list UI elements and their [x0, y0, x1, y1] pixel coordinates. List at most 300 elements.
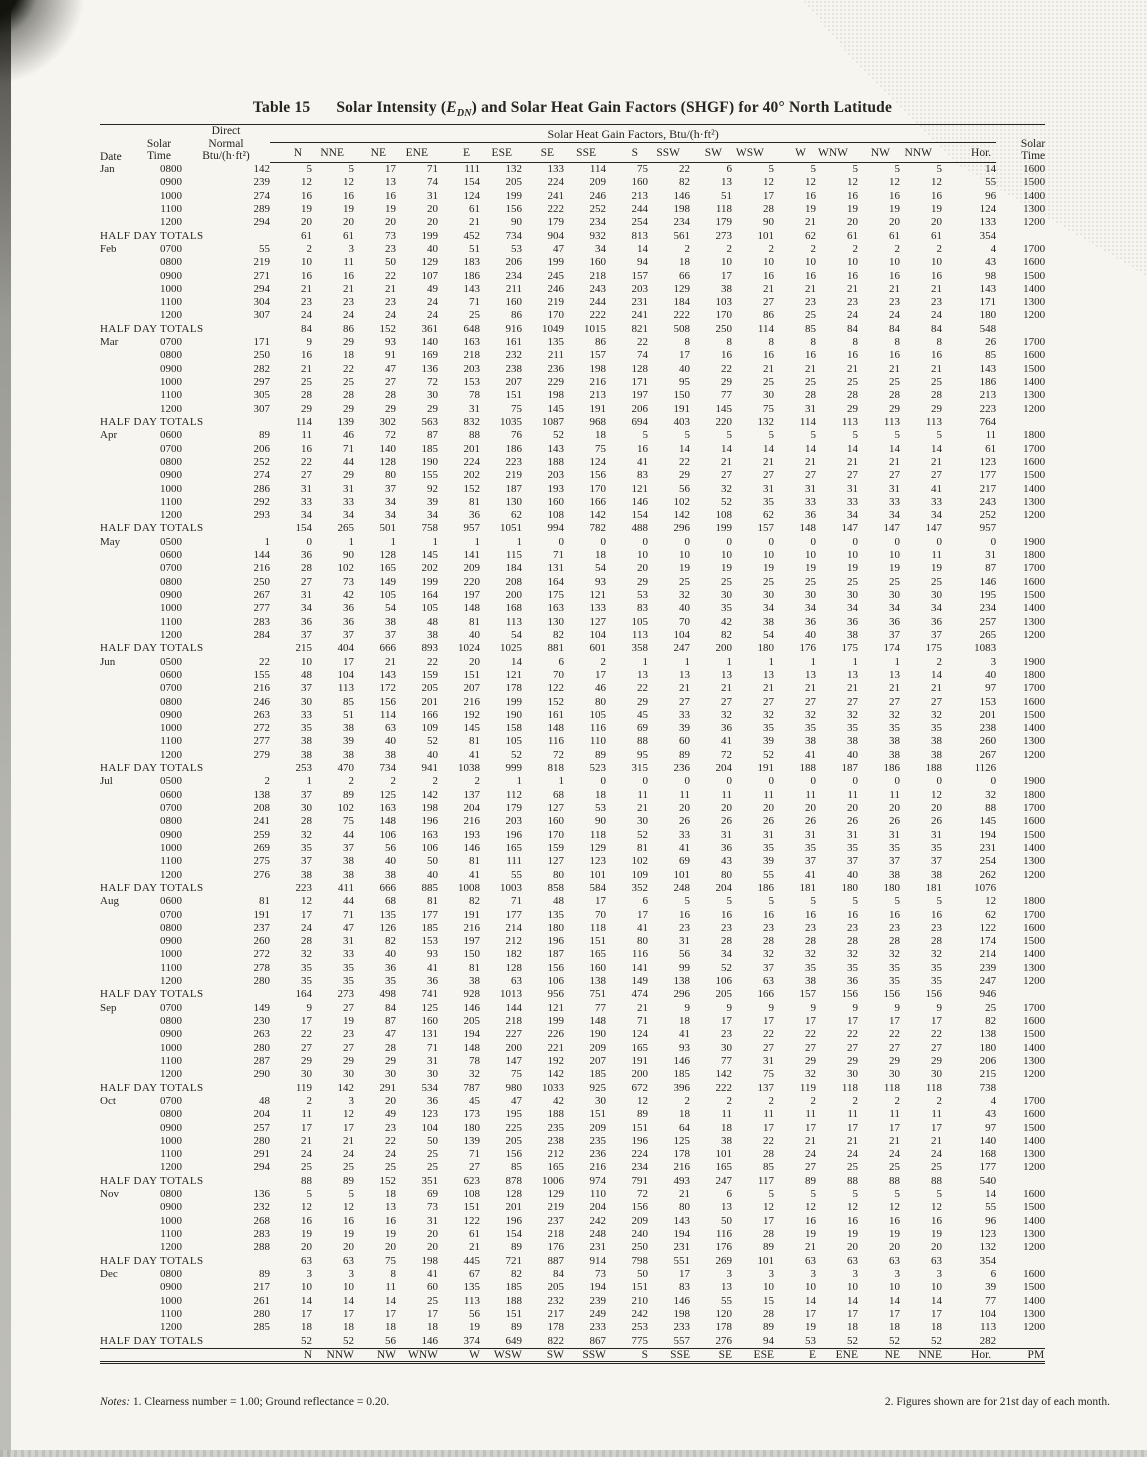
data-row-dec-1100 — [100, 1308, 1045, 1321]
direct-normal-cell: 274 — [253, 469, 270, 482]
shgf-cell-nne: 33 — [343, 948, 354, 961]
shgf-cell-wnw: 25 — [847, 575, 858, 588]
shgf-cell-s: 196 — [631, 1134, 648, 1147]
header-group-row — [100, 125, 1045, 143]
totals-cell-ene: 885 — [421, 881, 438, 894]
shgf-cell-sw: 13 — [721, 668, 732, 681]
horizontal-cell: 206 — [979, 1054, 997, 1067]
shgf-cell-ssw: 66 — [679, 269, 690, 282]
shgf-cell-n: 37 — [301, 855, 312, 868]
totals-cell-nne: 404 — [337, 642, 354, 655]
shgf-cell-ese: 62 — [511, 509, 522, 522]
shgf-cell-e: 21 — [469, 1241, 480, 1254]
totals-cell-w: 176 — [799, 642, 816, 655]
horizontal-cell: 143 — [979, 362, 997, 375]
totals-cell-e: 928 — [463, 988, 480, 1001]
pm-time-cell: 1800 — [1023, 549, 1046, 562]
shgf-cell-n: 38 — [301, 748, 312, 761]
shgf-cell-ene: 74 — [427, 176, 438, 189]
header-time-label: Time — [147, 150, 171, 162]
shgf-cell-nw: 29 — [889, 1054, 900, 1067]
shgf-cell-wsw: 28 — [763, 202, 774, 215]
shgf-cell-sse: 118 — [589, 921, 606, 934]
pm-time-cell: 1600 — [1023, 1188, 1046, 1201]
shgf-cell-e: 61 — [469, 1228, 480, 1240]
solar-time-cell: 1000 — [160, 482, 182, 495]
shgf-cell-ne: 16 — [385, 1214, 396, 1227]
horizontal-cell: 177 — [979, 1161, 997, 1174]
shgf-cell-ene: 31 — [427, 1054, 438, 1067]
header-direction-wsw: WSW — [732, 143, 774, 163]
month-cell: Jan — [100, 162, 115, 175]
shgf-cell-ne: 13 — [385, 176, 396, 189]
horizontal-cell: 43 — [985, 256, 997, 269]
shgf-cell-wnw: 19 — [847, 562, 858, 575]
direct-normal-cell: 260 — [253, 935, 270, 948]
half-day-totals-label: HALF DAY TOTALS — [100, 642, 204, 655]
shgf-cell-nnw: 16 — [931, 908, 942, 921]
shgf-cell-wnw: 38 — [847, 628, 858, 641]
shgf-cell-ssw: 33 — [679, 708, 690, 721]
solar-time-cell: 1100 — [160, 495, 182, 508]
shgf-cell-e: 145 — [463, 722, 480, 735]
shgf-cell-wsw: 21 — [763, 282, 774, 295]
shgf-cell-w: 21 — [805, 455, 816, 468]
shgf-cell-nnw: 16 — [931, 349, 942, 362]
totals-cell-ese: 1003 — [500, 881, 522, 894]
shgf-cell-nw: 38 — [889, 735, 900, 748]
shgf-cell-s: 253 — [631, 1321, 648, 1334]
shgf-cell-w: 13 — [805, 668, 816, 681]
shgf-cell-w: 30 — [805, 589, 816, 601]
shgf-cell-ssw: 99 — [679, 961, 690, 974]
mirror-label-wnw: WNW — [396, 1348, 438, 1362]
shgf-cell-ese: 161 — [505, 336, 522, 349]
totals-cell-n: 164 — [295, 988, 312, 1001]
totals-cell-e: 623 — [463, 1174, 480, 1187]
pm-time-cell: 1200 — [1023, 628, 1046, 641]
month-cell — [100, 722, 136, 735]
horizontal-cell: 194 — [979, 828, 997, 841]
shgf-cell-se: 52 — [553, 429, 564, 442]
shgf-cell-nnw: 23 — [931, 921, 942, 934]
shgf-cell-e: 209 — [463, 562, 480, 575]
shgf-cell-s: 45 — [637, 708, 648, 721]
shgf-cell-wsw: 23 — [763, 921, 774, 934]
shgf-cell-ne: 47 — [385, 1028, 396, 1041]
shgf-cell-wsw: 5 — [768, 1188, 774, 1201]
pm-time-cell: 1900 — [1023, 535, 1046, 548]
shgf-cell-sw: 8 — [726, 336, 732, 349]
shgf-cell-sse: 18 — [595, 549, 606, 562]
scan-edge-left — [0, 0, 11, 1457]
horizontal-cell: 0 — [990, 535, 997, 548]
shgf-cell-nnw: 20 — [931, 216, 942, 229]
header-direction-nw: NW — [858, 143, 900, 163]
shgf-cell-nnw: 11 — [931, 549, 942, 562]
shgf-cell-w: 19 — [805, 1228, 816, 1240]
shgf-cell-sse: 101 — [589, 868, 606, 881]
shgf-cell-ene: 92 — [427, 482, 438, 495]
shgf-cell-sse: 239 — [589, 1294, 606, 1307]
header-direction-ene: ENE — [396, 143, 438, 163]
shgf-cell-wnw: 35 — [847, 722, 858, 735]
data-row-may-1100 — [100, 616, 1045, 629]
shgf-cell-e: 111 — [464, 163, 480, 175]
shgf-cell-w: 31 — [805, 482, 816, 495]
data-row-may-0700 — [100, 562, 1045, 575]
shgf-cell-w: 14 — [805, 1294, 816, 1307]
pm-time-cell: 1400 — [1023, 841, 1046, 854]
totals-cell-ene: 758 — [421, 522, 438, 535]
data-row-feb-1100 — [100, 296, 1045, 309]
shgf-cell-ene: 29 — [427, 402, 438, 415]
data-row-aug-1100 — [100, 962, 1045, 975]
shgf-cell-wnw: 16 — [847, 269, 858, 282]
shgf-cell-se: 121 — [547, 1001, 564, 1014]
horizontal-cell: 11 — [985, 429, 997, 442]
data-row-may-0900 — [100, 589, 1045, 602]
shgf-cell-sw: 30 — [721, 1041, 732, 1054]
shgf-cell-s: 6 — [642, 895, 648, 908]
shgf-cell-ene: 123 — [421, 1108, 438, 1121]
data-row-dec-0900 — [100, 1281, 1045, 1294]
shgf-cell-ese: 232 — [505, 349, 522, 362]
shgf-cell-ssw: 31 — [679, 935, 690, 948]
totals-cell-wsw: 101 — [757, 1254, 774, 1267]
data-row-aug-1200 — [100, 975, 1045, 988]
header-direction-sw: SW — [690, 143, 732, 163]
data-row-jul-1200 — [100, 869, 1045, 882]
mirror-label-nnw: NNW — [312, 1348, 354, 1362]
shgf-cell-e: 38 — [469, 975, 480, 988]
shgf-cell-wsw: 5 — [768, 895, 774, 908]
shgf-cell-nne: 19 — [343, 1015, 354, 1027]
shgf-cell-sw: 3 — [726, 1267, 732, 1280]
shgf-cell-ene: 24 — [427, 296, 438, 309]
totals-cell-s: 775 — [631, 1334, 648, 1347]
solar-time-cell: 1200 — [160, 1161, 182, 1174]
shgf-cell-sse: 209 — [589, 1041, 606, 1054]
solar-time-cell: 1000 — [160, 841, 182, 854]
totals-cell-nnw: 181 — [925, 881, 942, 894]
totals-pm-blank — [996, 323, 1045, 336]
shgf-cell-w: 16 — [805, 349, 816, 362]
shgf-cell-e: 224 — [463, 455, 480, 468]
direct-normal-cell: 263 — [253, 708, 270, 721]
shgf-cell-wsw: 55 — [763, 868, 774, 881]
shgf-cell-ese: 165 — [505, 841, 522, 854]
shgf-cell-sw: 165 — [715, 1161, 732, 1174]
shgf-cell-e: 51 — [469, 242, 480, 255]
shgf-cell-wsw: 16 — [763, 349, 774, 362]
shgf-cell-n: 22 — [301, 455, 312, 468]
totals-cell-nne: 86 — [343, 322, 354, 335]
totals-cell-n: 223 — [295, 881, 312, 894]
shgf-cell-sse: 121 — [589, 589, 606, 601]
shgf-cell-wnw: 32 — [847, 708, 858, 721]
shgf-cell-e: 40 — [469, 628, 480, 641]
shgf-cell-ene: 131 — [421, 1028, 438, 1041]
horizontal-cell: 122 — [979, 921, 997, 934]
shgf-cell-nne: 102 — [337, 562, 354, 575]
shgf-cell-ssw: 5 — [684, 429, 690, 442]
shgf-cell-e: 148 — [463, 602, 480, 615]
shgf-cell-ssw: 16 — [679, 908, 690, 921]
shgf-cell-ene: 142 — [421, 788, 438, 801]
shgf-cell-e: 186 — [463, 269, 480, 282]
shgf-cell-ene: 140 — [421, 336, 438, 349]
month-cell: May — [100, 535, 121, 548]
shgf-cell-ene: 31 — [427, 189, 438, 202]
shgf-cell-wnw: 0 — [852, 535, 858, 548]
totals-cell-ese: 1035 — [500, 415, 522, 428]
shgf-cell-sse: 46 — [595, 682, 606, 695]
shgf-cell-w: 33 — [805, 495, 816, 508]
month-cell — [100, 349, 136, 362]
data-row-jun-0700 — [100, 682, 1045, 695]
shgf-cell-ene: 31 — [427, 1214, 438, 1227]
shgf-cell-ne: 16 — [385, 189, 396, 202]
shgf-cell-wsw: 14 — [763, 442, 774, 455]
totals-cell-ese: 1025 — [500, 642, 522, 655]
shgf-cell-wsw: 31 — [763, 1054, 774, 1067]
solar-time-cell: 1200 — [160, 1241, 182, 1254]
shgf-cell-n: 31 — [301, 482, 312, 495]
pm-time-cell: 1500 — [1023, 1281, 1046, 1294]
direct-normal-cell: 149 — [253, 1001, 270, 1014]
shgf-cell-wsw: 85 — [763, 1161, 774, 1174]
solar-time-cell: 0800 — [160, 455, 182, 468]
totals-cell-ne: 498 — [379, 988, 396, 1001]
totals-cell-w: 62 — [805, 229, 816, 242]
shgf-cell-ssw: 83 — [679, 1281, 690, 1294]
shgf-cell-e: 151 — [463, 668, 480, 681]
mirror-label-se: SE — [690, 1348, 732, 1362]
shgf-cell-ne: 126 — [379, 921, 396, 934]
shgf-cell-sse: 233 — [589, 1321, 606, 1334]
shgf-cell-wnw: 36 — [847, 975, 858, 988]
shgf-cell-ene: 48 — [427, 615, 438, 628]
shgf-cell-e: 36 — [469, 509, 480, 522]
totals-cell-sw: 276 — [715, 1334, 732, 1347]
shgf-cell-nw: 37 — [889, 855, 900, 868]
shgf-cell-ese: 182 — [505, 948, 522, 961]
shgf-cell-wnw: 10 — [847, 256, 858, 269]
shgf-cell-wnw: 1 — [852, 655, 858, 668]
horizontal-cell: 12 — [985, 895, 997, 908]
pm-time-cell: 1600 — [1023, 1015, 1046, 1027]
month-cell — [100, 309, 136, 322]
shgf-cell-sse: 148 — [589, 1015, 606, 1027]
shgf-cell-n: 33 — [301, 495, 312, 508]
shgf-cell-w: 35 — [805, 722, 816, 735]
half-day-totals-label: HALF DAY TOTALS — [100, 881, 204, 894]
shgf-cell-nne: 12 — [343, 176, 354, 189]
shgf-cell-ene: 202 — [421, 562, 438, 575]
shgf-cell-ese: 212 — [505, 935, 522, 948]
shgf-cell-ne: 1 — [390, 535, 396, 548]
shgf-cell-nne: 44 — [343, 455, 354, 468]
month-cell: Sep — [100, 1001, 117, 1014]
shgf-cell-ene: 160 — [421, 1015, 438, 1027]
shgf-cell-nnw: 35 — [931, 722, 942, 735]
totals-cell-se: 904 — [547, 229, 564, 242]
shgf-cell-wsw: 17 — [763, 1121, 774, 1134]
totals-cell-wnw: 147 — [841, 522, 858, 535]
shgf-cell-s: 16 — [637, 442, 648, 455]
data-row-oct-1100 — [100, 1148, 1045, 1161]
data-row-jul-1000 — [100, 842, 1045, 855]
horizontal-cell: 140 — [979, 1134, 997, 1147]
shgf-cell-se: 241 — [547, 189, 564, 202]
direct-normal-cell: 280 — [253, 1041, 270, 1054]
shgf-cell-ssw: 9 — [684, 1001, 690, 1014]
shgf-cell-sse: 53 — [595, 802, 606, 814]
data-row-jun-0600 — [100, 669, 1045, 682]
shgf-cell-s: 0 — [642, 535, 648, 548]
shgf-cell-ssw: 13 — [679, 668, 690, 681]
shgf-cell-wsw: 89 — [763, 1321, 774, 1334]
direct-normal-cell: 191 — [253, 908, 270, 921]
solar-time-cell: 1100 — [160, 202, 182, 215]
pm-time-cell: 1500 — [1023, 828, 1046, 841]
shgf-cell-e: 25 — [469, 309, 480, 322]
shgf-cell-wnw: 27 — [847, 469, 858, 482]
totals-cell-sw: 222 — [715, 1081, 732, 1094]
shgf-cell-ne: 105 — [379, 589, 396, 601]
shgf-cell-ne: 23 — [385, 296, 396, 309]
shgf-cell-ssw: 60 — [679, 735, 690, 748]
pm-time-cell: 1300 — [1023, 1148, 1046, 1161]
direct-normal-cell: 136 — [253, 1188, 270, 1201]
horizontal-cell: 257 — [979, 615, 997, 628]
shgf-cell-n: 21 — [301, 362, 312, 375]
shgf-cell-s: 154 — [631, 509, 648, 522]
shgf-cell-se: 196 — [547, 935, 564, 948]
table-title-post: ) and Solar Heat Gain Factors (SHGF) for 40° North Latitude — [471, 99, 893, 116]
horizontal-cell: 61 — [985, 442, 997, 455]
shgf-cell-wsw: 20 — [763, 802, 774, 814]
shgf-cell-ese: 190 — [505, 708, 522, 721]
header-direction-ese: ESE — [480, 143, 522, 163]
shgf-cell-nne: 34 — [343, 509, 354, 522]
pm-time-cell: 1400 — [1023, 1041, 1046, 1054]
month-cell — [100, 456, 136, 469]
direct-normal-cell: 276 — [253, 868, 270, 881]
shgf-cell-sw: 77 — [721, 389, 732, 402]
shgf-cell-ne: 40 — [385, 735, 396, 748]
totals-cell-w: 89 — [805, 1174, 816, 1187]
shgf-cell-s: 10 — [637, 549, 648, 562]
header-direct-normal — [182, 125, 270, 163]
shgf-cell-s: 69 — [637, 722, 648, 735]
shgf-cell-wsw: 12 — [763, 176, 774, 189]
shgf-cell-e: 67 — [469, 1267, 480, 1280]
shgf-cell-ne: 128 — [379, 549, 396, 562]
data-row-dec-1000 — [100, 1295, 1045, 1308]
shgf-cell-s: 157 — [631, 269, 648, 282]
shgf-cell-n: 2 — [306, 242, 312, 255]
shgf-cell-sw: 13 — [721, 1201, 732, 1214]
shgf-cell-wsw: 90 — [763, 216, 774, 229]
shgf-cell-n: 17 — [301, 1307, 312, 1320]
totals-cell-sse: 782 — [589, 522, 606, 535]
totals-cell-ese: 916 — [505, 322, 522, 335]
shgf-cell-nnw: 16 — [931, 189, 942, 202]
solar-time-cell: 1200 — [160, 1321, 182, 1334]
shgf-cell-nne: 17 — [343, 1307, 354, 1320]
solar-time-cell: 0900 — [160, 708, 182, 721]
shgf-cell-wsw: 28 — [763, 1148, 774, 1161]
shgf-cell-w: 27 — [805, 695, 816, 708]
shgf-cell-ese: 89 — [511, 1241, 522, 1254]
shgf-cell-nnw: 12 — [931, 1201, 942, 1214]
shgf-cell-nw: 28 — [889, 389, 900, 402]
shgf-cell-sse: 185 — [589, 1068, 606, 1081]
shgf-cell-nnw: 2 — [936, 242, 942, 255]
month-cell — [100, 682, 136, 695]
totals-cell-e: 787 — [463, 1081, 480, 1094]
totals-cell-ene: 361 — [421, 322, 438, 335]
shgf-cell-wnw: 16 — [847, 908, 858, 921]
shgf-cell-w: 40 — [805, 628, 816, 641]
shgf-cell-e: 137 — [463, 788, 480, 801]
totals-cell-nne: 139 — [337, 415, 354, 428]
totals-cell-e: 452 — [463, 229, 480, 242]
shgf-cell-w: 21 — [805, 682, 816, 695]
totals-cell-ne: 56 — [385, 1334, 396, 1347]
shgf-cell-s: 241 — [631, 309, 648, 322]
solar-time-cell: 0900 — [160, 1028, 182, 1041]
shgf-cell-ssw: 64 — [679, 1121, 690, 1134]
shgf-cell-sw: 103 — [715, 296, 732, 309]
direct-normal-cell: 241 — [253, 815, 270, 828]
shgf-cell-nne: 38 — [343, 748, 354, 761]
shgf-cell-w: 11 — [805, 1108, 816, 1121]
shgf-cell-se: 219 — [547, 1201, 564, 1214]
shgf-cell-sw: 11 — [721, 1108, 732, 1121]
shgf-cell-ene: 71 — [427, 1041, 438, 1054]
shgf-cell-ese: 156 — [505, 1148, 522, 1161]
shgf-cell-sw: 10 — [721, 549, 732, 562]
shgf-cell-n: 17 — [301, 1015, 312, 1027]
horizontal-cell: 26 — [985, 336, 997, 349]
shgf-cell-e: 150 — [463, 948, 480, 961]
shgf-cell-nw: 2 — [894, 1094, 900, 1107]
shgf-cell-nne: 102 — [337, 802, 354, 814]
shgf-cell-wnw: 28 — [847, 935, 858, 948]
totals-cell-nnw: 88 — [931, 1174, 942, 1187]
shgf-cell-ne: 27 — [385, 376, 396, 388]
shgf-cell-ne: 38 — [385, 748, 396, 761]
shgf-cell-wsw: 39 — [763, 735, 774, 748]
shgf-cell-wnw: 31 — [847, 828, 858, 841]
shgf-cell-sw: 1 — [726, 655, 732, 668]
shgf-cell-se: 217 — [547, 1307, 564, 1320]
shgf-cell-nne: 12 — [343, 1108, 354, 1121]
month-cell — [100, 496, 136, 509]
month-cell: Dec — [100, 1267, 118, 1280]
shgf-cell-se: 211 — [547, 349, 564, 362]
shgf-cell-se: 71 — [553, 549, 564, 562]
shgf-cell-sse: 17 — [595, 668, 606, 681]
totals-cell-nw: 174 — [883, 642, 900, 655]
shgf-cell-ne: 72 — [385, 429, 396, 442]
totals-cell-n: 61 — [301, 229, 312, 242]
shgf-cell-se: 178 — [547, 1321, 564, 1334]
shgf-cell-nnw: 3 — [936, 1267, 942, 1280]
